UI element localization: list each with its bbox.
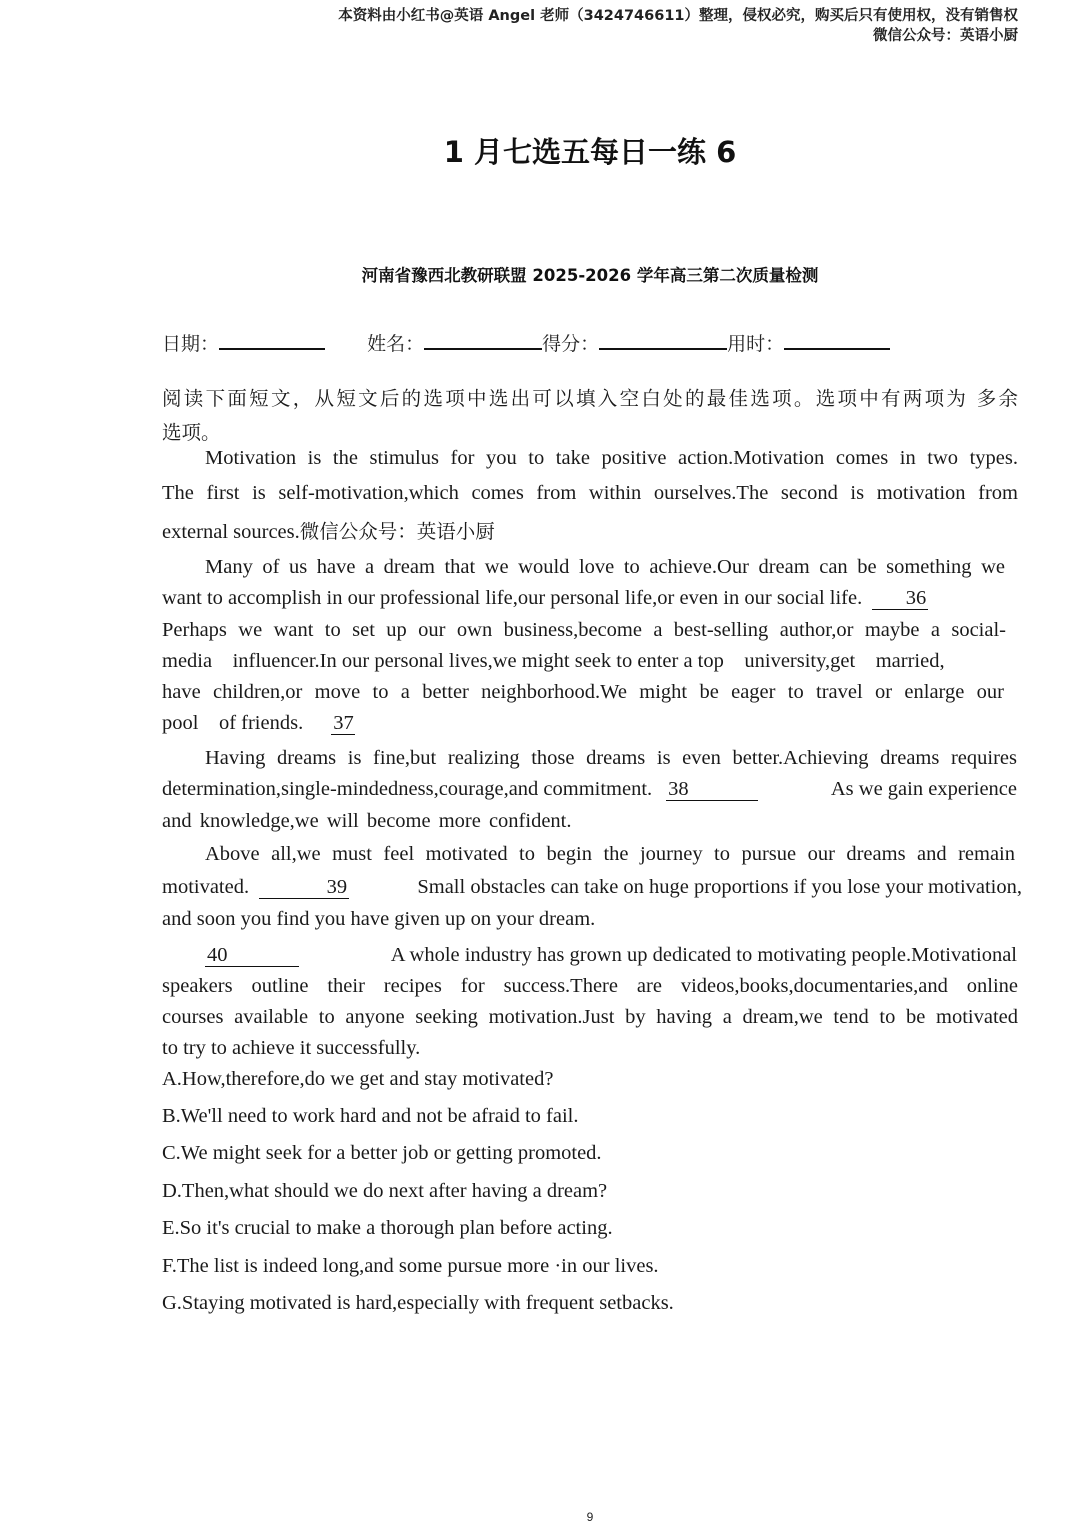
score-blank [599, 328, 727, 350]
paragraph-1-line-2: The first is self-motivation,which comes from within ourselves.The second is motivation from [162, 482, 1018, 504]
paragraph-1-line-3: external sources.微信公众号：英语小厨 [162, 520, 495, 543]
wechat-note: 微信公众号：英语小厨 [299, 520, 495, 543]
paragraph-3-line-1: Having dreams is fine,but realizing those dreams is even better.Achieving dreams requires [205, 747, 1017, 769]
date-label: 日期： [162, 333, 220, 355]
paragraph-4-line-3: and soon you find you have given up on your dream. [162, 908, 596, 930]
instructions-line-2: 选项。 [162, 421, 221, 444]
paragraph-5-line-2: speakers outline their recipes for success.There are videos,books,documentaries,and online [162, 975, 1018, 997]
option-d: D.Then,what should we do next after having a dream? [162, 1180, 608, 1202]
paragraph-5-line-4: to try to achieve it successfully. [162, 1037, 421, 1059]
info-fields-row [162, 328, 890, 356]
paragraph-2-line-5: have children,or move to a better neighborhood.We might be eager to travel or enlarge our [162, 681, 1004, 703]
time-label: 用时： [727, 333, 785, 355]
paragraph-5-line-1: 40 A whole industry has grown up dedicated to motivating people.Motivational [207, 944, 1017, 966]
option-f: F.The list is indeed long,and some pursue more ·in our lives. [162, 1255, 659, 1277]
paragraph-3-line-3: and knowledge,we will become more confident. [162, 810, 572, 832]
paragraph-4-line-1: Above all,we must feel motivated to begin the journey to pursue our dreams and remain [205, 843, 1015, 865]
paragraph-4-line-2: motivated. 39 Small obstacles can take on huge proportions if you lose your motivation, [162, 876, 1022, 898]
paragraph-2-line-4: media influencer.In our personal lives,we might seek to enter a top university,get married, [162, 650, 945, 672]
header-copyright-notice: 本资料由小红书@英语 Angel 老师（3424746611）整理，侵权必究，购买后只有使用权，没有销售权 [338, 8, 1018, 24]
page-number: 9 [586, 1510, 594, 1524]
paragraph-1-line-1: Motivation is the stimulus for you to take positive action.Motivation comes in two types. [205, 447, 1018, 469]
exam-subtitle: 河南省豫西北教研联盟 2025-2026 学年高三第二次质量检测 [361, 266, 819, 285]
option-a: A.How,therefore,do we get and stay motivated? [162, 1068, 554, 1090]
page-title: 1 月七选五每日一练 6 [443, 135, 737, 169]
paragraph-2-line-6: pool of friends. 37 [162, 712, 354, 734]
name-label: 姓名： [367, 333, 425, 355]
date-blank [219, 328, 325, 350]
paragraph-3-line-2: determination,single-mindedness,courage,and commitment. 38 As we gain experience [162, 778, 1017, 800]
paragraph-5-line-3: courses available to anyone seeking motivation.Just by having a dream,we tend to be motivated [162, 1006, 1018, 1028]
paragraph-2-line-3: Perhaps we want to set up our own business,become a best-selling author,or maybe a social- [162, 619, 1006, 641]
blank-36: 36 [872, 587, 928, 610]
blank-39: 39 [259, 876, 349, 899]
paragraph-2-line-2: want to accomplish in our professional life,our personal life,or even in our social life. 36 [162, 587, 927, 609]
blank-38: 38 [666, 778, 758, 801]
header-wechat-account: 微信公众号：英语小厨 [873, 28, 1018, 44]
option-b: B.We'll need to work hard and not be afraid to fail. [162, 1105, 579, 1127]
option-e: E.So it's crucial to make a thorough plan before acting. [162, 1217, 613, 1239]
option-c: C.We might seek for a better job or getting promoted. [162, 1142, 602, 1164]
name-blank [424, 328, 542, 350]
time-blank [784, 328, 890, 350]
instructions-line-1: 阅读下面短文，从短文后的选项中选出可以填入空白处的最佳选项。选项中有两项为 多余 [162, 387, 1018, 410]
option-g: G.Staying motivated is hard,especially with frequent setbacks. [162, 1292, 674, 1314]
score-label: 得分： [542, 333, 600, 355]
blank-40: 40 [205, 944, 299, 967]
paragraph-2-line-1: Many of us have a dream that we would love to achieve.Our dream can be something we [205, 556, 1005, 578]
blank-37: 37 [333, 712, 354, 734]
